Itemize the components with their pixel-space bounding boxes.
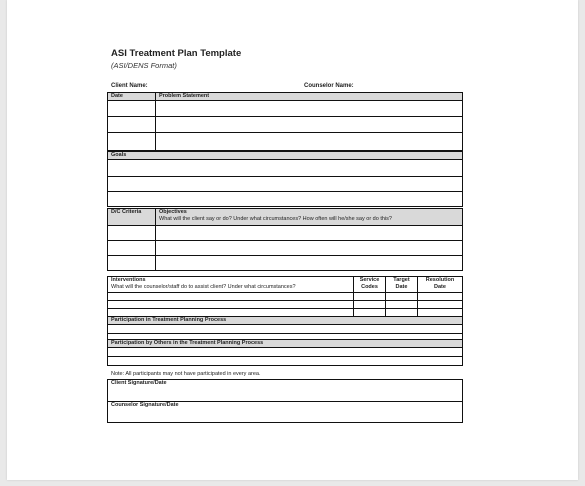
- resolution-date-cell[interactable]: [418, 301, 463, 309]
- date-cell[interactable]: [108, 133, 156, 151]
- date-cell[interactable]: [108, 101, 156, 117]
- service-codes-header: [354, 277, 386, 293]
- target-date-cell[interactable]: [386, 301, 418, 309]
- counselor-signature-field[interactable]: [108, 402, 463, 423]
- problem-cell[interactable]: [156, 117, 463, 133]
- target-date-cell[interactable]: [386, 293, 418, 301]
- goal-cell[interactable]: [108, 160, 463, 177]
- objectives-header-cell: [156, 209, 463, 226]
- criteria-cell[interactable]: [108, 241, 156, 256]
- problem-cell[interactable]: [156, 133, 463, 151]
- dc-criteria-header: D/C Criteria: [108, 209, 156, 226]
- document-subtitle: (ASI/DENS Format): [111, 61, 177, 70]
- target-date-header: [386, 277, 418, 293]
- signatures-table: [107, 379, 463, 423]
- client-name-label: Client Name:: [111, 83, 148, 89]
- service-header-line-1: Service: [359, 277, 380, 283]
- interventions-prompt: What will the counselor/staff do to assist client? Under what circumstances?: [111, 284, 296, 290]
- objectives-header: Objectives: [159, 209, 187, 215]
- counselor-signature-label: Counselor Signature/Date: [111, 402, 179, 408]
- interventions-table: [107, 276, 463, 317]
- participation-header: Participation in Treatment Planning Process: [108, 317, 463, 325]
- goal-cell[interactable]: [108, 192, 463, 207]
- participation-cell[interactable]: [108, 325, 463, 334]
- objective-cell[interactable]: [156, 226, 463, 241]
- resolution-header-line-2: Date: [434, 284, 446, 290]
- participation-others-header: Participation by Others in the Treatment Planning Process: [108, 340, 463, 348]
- resolution-date-header: [418, 277, 463, 293]
- goal-cell[interactable]: [108, 177, 463, 192]
- target-header-line-2: Date: [395, 284, 408, 290]
- objectives-table: [107, 208, 463, 271]
- goals-table: [107, 151, 463, 207]
- problem-cell[interactable]: [156, 101, 463, 117]
- date-cell[interactable]: [108, 117, 156, 133]
- interventions-header-cell: [108, 277, 354, 293]
- resolution-date-cell[interactable]: [418, 293, 463, 301]
- criteria-cell[interactable]: [108, 226, 156, 241]
- client-signature-field[interactable]: [108, 380, 463, 402]
- counselor-name-label: Counselor Name:: [304, 83, 354, 89]
- criteria-cell[interactable]: [108, 256, 156, 271]
- resolution-header-line-1: Resolution: [425, 277, 455, 283]
- service-code-cell[interactable]: [354, 293, 386, 301]
- document-title: ASI Treatment Plan Template: [111, 48, 242, 59]
- goals-header: Goals: [108, 152, 463, 160]
- service-code-cell[interactable]: [354, 301, 386, 309]
- client-signature-label: Client Signature/Date: [111, 380, 167, 386]
- participation-others-cell[interactable]: [108, 348, 463, 357]
- objective-cell[interactable]: [156, 256, 463, 271]
- service-header-line-2: Codes: [361, 284, 378, 290]
- objective-cell[interactable]: [156, 241, 463, 256]
- interventions-header: Interventions: [111, 277, 146, 283]
- target-header-line-1: Target: [393, 277, 410, 283]
- participation-others-table: [107, 339, 463, 366]
- intervention-cell[interactable]: [108, 301, 354, 309]
- participation-others-cell[interactable]: [108, 357, 463, 366]
- intervention-cell[interactable]: [108, 293, 354, 301]
- objectives-prompt: What will the client say or do? Under what circumstances? How often will he/she say or do this?: [159, 216, 392, 222]
- problem-statement-header: Problem Statement: [156, 93, 463, 101]
- participation-note: Note: All participants may not have participated in every area.: [111, 371, 261, 377]
- problem-table: [107, 92, 463, 151]
- date-header: Date: [108, 93, 156, 101]
